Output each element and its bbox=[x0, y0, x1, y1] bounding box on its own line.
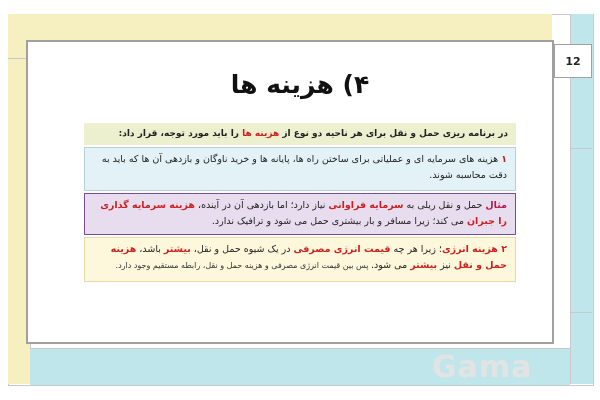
item-2-label: هزینه انرژی bbox=[441, 244, 502, 255]
item-2-text-3: باشد، bbox=[136, 244, 164, 255]
example-box bbox=[84, 193, 516, 235]
item-2-text-4: نیز bbox=[437, 260, 454, 271]
gama-watermark: Gama bbox=[432, 350, 533, 385]
item-1-box bbox=[84, 147, 516, 191]
slide-number: 12 bbox=[554, 44, 592, 78]
example-text-3: می کند؛ زیرا مسافر و بار بیشتری حمل می شود و ترافیک ندارد. bbox=[211, 216, 467, 227]
item-2-highlight-2: بیشتر bbox=[163, 244, 191, 255]
item-2-highlight-3: هزینه حمل و نقل bbox=[110, 244, 507, 271]
example-highlight-1: سرمایه فراوانی bbox=[328, 200, 404, 211]
frame-right-divider-2 bbox=[570, 312, 592, 313]
item-2-number: ۲ bbox=[501, 244, 507, 255]
slide-title: ۴) هزینه ها bbox=[230, 70, 370, 99]
item-1-number: ۱ bbox=[501, 154, 507, 165]
item-2-box bbox=[84, 237, 516, 282]
item-2-highlight-1: قیمت انرژی مصرفی bbox=[293, 244, 391, 255]
item-2-text-2: در یک شیوه حمل و نقل، bbox=[190, 244, 294, 255]
intro-text-before: در برنامه ریزی حمل و نقل برای هر ناحیه دو نوع از bbox=[279, 129, 508, 139]
example-label: مثال bbox=[485, 200, 507, 211]
item-1-text: هزینه های سرمایه ای و عملیاتی برای ساختن راه ها، پایانه ها و خرید ناوگان و بازدهی آن ها که باید به دقت محاسبه شوند. bbox=[101, 154, 507, 181]
intro-text-after: را باید مورد توجه، قرار داد: bbox=[118, 129, 243, 139]
item-2-note: پس بین قیمت انرژی مصرفی و هزینه حمل و نقل، رابطه مستقیم وجود دارد. bbox=[115, 261, 372, 270]
example-text-2: نیاز دارد؛ اما بازدهی آن در آینده، bbox=[195, 200, 329, 211]
item-2-highlight-4: بیشتر bbox=[410, 260, 438, 271]
item-2-text-5: می شود. bbox=[371, 260, 411, 271]
example-text-1: حمل و نقل ریلی به bbox=[403, 200, 486, 211]
item-2-text-1: ؛ زیرا هر چه bbox=[390, 244, 442, 255]
intro-highlight: هزینه ها bbox=[242, 129, 280, 139]
intro-box bbox=[84, 123, 516, 145]
example-highlight-2: هزینه سرمایه گذاری را جبران bbox=[100, 200, 507, 227]
frame-right-divider bbox=[570, 148, 592, 149]
